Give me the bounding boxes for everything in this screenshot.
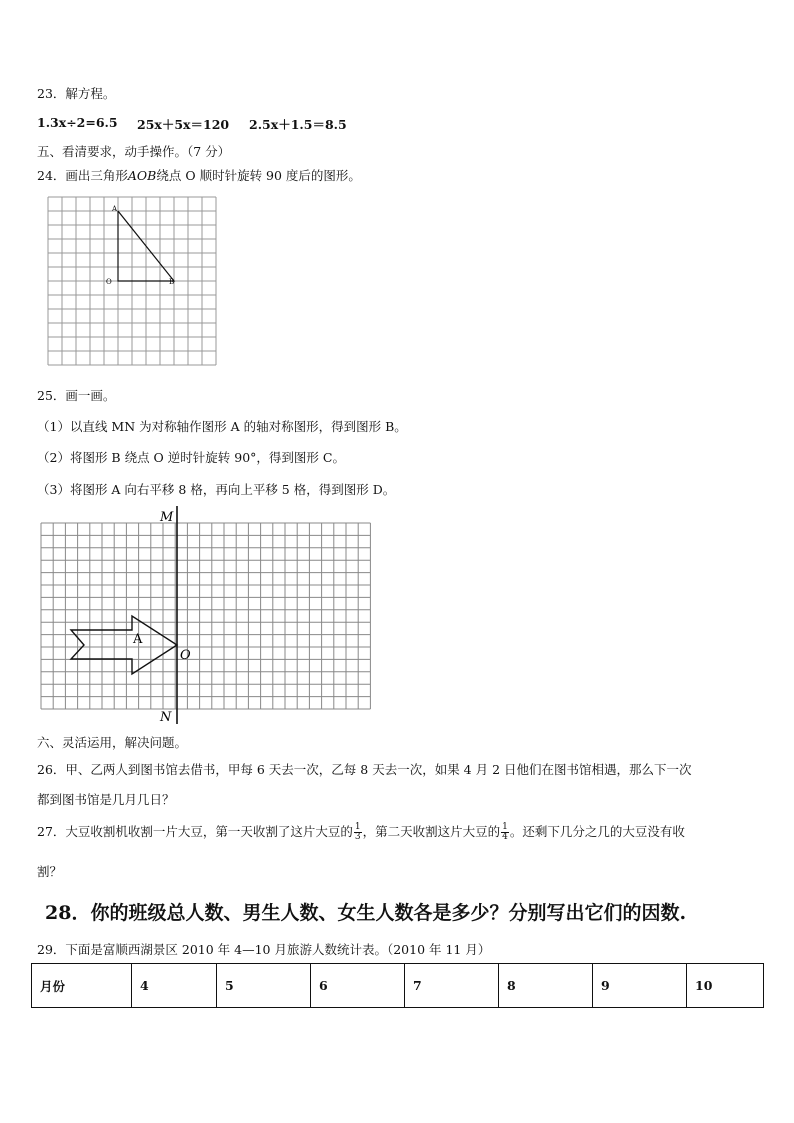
q25-step-3: （3）将图形 A 向右平移 8 格，再向上平移 5 格，得到图形 D。 xyxy=(37,482,396,497)
q24-grid-figure xyxy=(46,195,218,367)
table-cell: 5 xyxy=(217,964,311,1008)
q24-triangle-name: AOB xyxy=(127,168,157,183)
figure-a-arrow xyxy=(71,616,177,674)
q24-prompt xyxy=(37,166,361,184)
equation-3: 2.5x＋1.5＝8.5 xyxy=(249,117,347,132)
equation-1: 1.3x÷2=6.5 xyxy=(37,115,118,130)
label-figure-a: A xyxy=(133,632,143,647)
table-cell: 6 xyxy=(311,964,405,1008)
table-cell: 9 xyxy=(593,964,687,1008)
label-o: O xyxy=(180,648,191,663)
tourist-stats-table xyxy=(31,963,764,1008)
q24-prefix: 24．画出三角形 xyxy=(37,168,128,183)
q27-line-2: 割？ xyxy=(37,864,63,879)
label-n: N xyxy=(160,710,172,724)
label-o: O xyxy=(106,278,112,286)
q26-line-1: 26．甲、乙两人到图书馆去借书，甲每 6 天去一次，乙每 8 天去一次，如果 4 月 2 日他们在图书馆相遇，那么下一次 xyxy=(37,762,692,777)
label-a: A xyxy=(112,205,118,213)
section5-heading: 五、看清要求，动手操作。（7 分） xyxy=(37,144,231,159)
q27-part-1: 27．大豆收割机收割一片大豆，第一天收割了这片大豆的 xyxy=(37,824,353,839)
q29-title: 29．下面是富顺西湖景区 2010 年 4—10 月旅游人数统计表。（2010 年 11 月） xyxy=(37,942,491,957)
table-cell: 7 xyxy=(405,964,499,1008)
table-cell-month-label: 月份 xyxy=(32,964,132,1008)
fraction-one-third: $\frac{1}{3}$ xyxy=(354,822,361,842)
q27-part-2: ，第二天收割这片大豆的 xyxy=(362,824,501,839)
q24-suffix: 绕点 O 顺时针旋转 90 度后的图形。 xyxy=(156,168,361,183)
table-cell: 4 xyxy=(132,964,217,1008)
table-row xyxy=(32,964,764,1008)
q25-grid-figure xyxy=(38,506,378,724)
section6-heading: 六、灵活运用，解决问题。 xyxy=(37,735,188,750)
q25-step-1: （1）以直线 MN 为对称轴作图形 A 的轴对称图形，得到图形 B。 xyxy=(37,419,407,434)
equation-2: 25x＋5x＝120 xyxy=(137,117,230,132)
q25-step-2: （2）将图形 B 绕点 O 逆时针旋转 90°，得到图形 C。 xyxy=(37,450,345,465)
label-b: B xyxy=(169,278,175,286)
table-cell: 8 xyxy=(499,964,593,1008)
q25-title: 25．画一画。 xyxy=(37,388,116,403)
q25-grid-lines xyxy=(41,523,370,709)
q26-line-2: 都到图书馆是几月几日？ xyxy=(37,792,175,807)
fraction-one-quarter: $\frac{1}{4}$ xyxy=(502,822,508,842)
table-cell: 10 xyxy=(687,964,764,1008)
label-m: M xyxy=(160,510,174,525)
q28-text: 28．你的班级总人数、男生人数、女生人数各是多少？分别写出它们的因数. xyxy=(45,902,687,924)
q27-part-3: 。还剩下几分之几的大豆没有收 xyxy=(509,824,685,839)
q23-title: 23．解方程。 xyxy=(37,86,116,101)
q27-line-1 xyxy=(37,822,685,842)
